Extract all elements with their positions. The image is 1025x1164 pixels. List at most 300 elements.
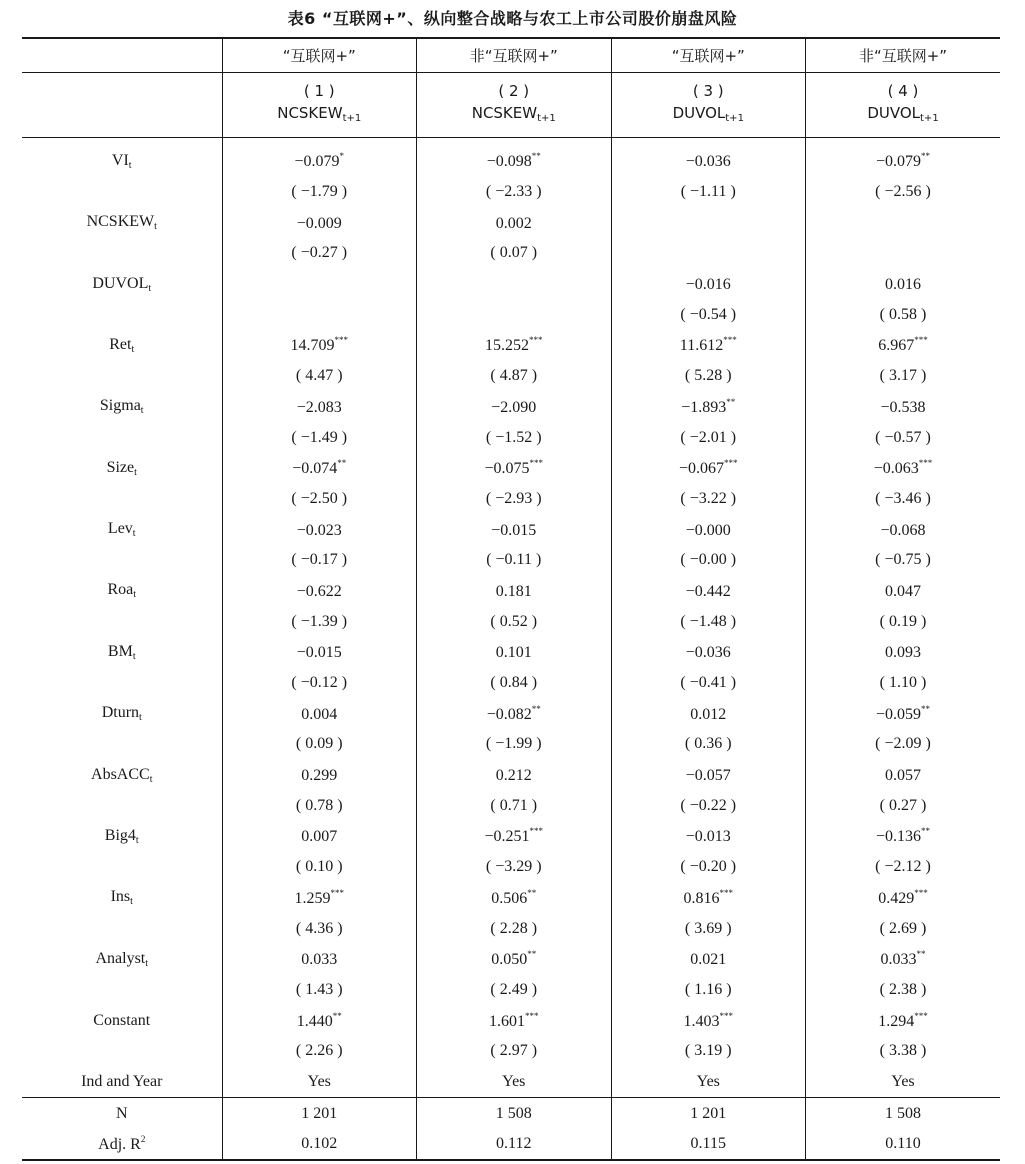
t-statistic-cell: ( −0.12 ) <box>222 668 417 699</box>
significance-stars: ** <box>337 458 347 469</box>
t-statistic-cell: ( −0.00 ) <box>611 545 806 576</box>
variable-name: Constant <box>93 1011 151 1029</box>
variable-subscript: t <box>130 896 133 908</box>
coefficient-cell <box>611 698 806 729</box>
coefficient-cell <box>611 576 806 607</box>
variable-name: Sigma <box>99 397 141 415</box>
significance-stars: *** <box>914 335 928 346</box>
dependent-variable: $DUVOL_{t+1}$ <box>867 104 939 124</box>
corner-cell <box>22 38 222 73</box>
coefficient-value: 0.021 <box>690 951 727 969</box>
significance-stars: ** <box>921 826 931 837</box>
group-header-row <box>22 38 1000 73</box>
fixed-effects-cell: Yes <box>806 1067 1001 1098</box>
coefficient-cell <box>417 637 612 668</box>
significance-stars: *** <box>723 335 737 346</box>
t-statistic-cell: ( 2.69 ) <box>806 913 1001 944</box>
variable-subscript: t <box>148 282 152 294</box>
coefficient-cell <box>222 1005 417 1036</box>
coefficient-cell <box>222 146 417 177</box>
coefficient-cell <box>806 453 1001 484</box>
variable-label <box>22 1005 222 1036</box>
variable-subscript: t <box>132 528 136 540</box>
coefficient-cell <box>417 392 612 423</box>
significance-stars: ** <box>527 887 537 898</box>
model-header <box>417 73 612 138</box>
table-header <box>22 38 1000 138</box>
empty-label <box>22 545 222 576</box>
t-statistic-row <box>22 484 1000 515</box>
coefficient-cell <box>417 821 612 852</box>
significance-stars: ** <box>921 703 931 714</box>
coefficient-cell <box>222 637 417 668</box>
coefficient-value: −0.009 <box>296 214 342 232</box>
variable-name: AbsACC <box>91 765 150 783</box>
significance-stars: *** <box>914 1010 928 1021</box>
dependent-variable: $DUVOL_{t+1}$ <box>672 104 744 124</box>
significance-stars: *** <box>529 458 544 469</box>
coefficient-cell <box>806 944 1001 975</box>
coefficient-cell <box>417 760 612 791</box>
coefficient-value: 1.403 <box>683 1012 720 1030</box>
coefficient-cell <box>611 207 806 238</box>
t-statistic-cell: ( −0.54 ) <box>611 299 806 330</box>
t-statistic-cell: ( −1.52 ) <box>417 422 612 453</box>
empty-label <box>22 1036 222 1067</box>
dependent-variable: $NCSKEW_{t+1}$ <box>471 104 556 124</box>
t-statistic-row <box>22 668 1000 699</box>
adj-r2-cell: 0.102 <box>222 1129 417 1161</box>
coefficient-value: 1.259 <box>294 889 331 907</box>
coefficient-cell <box>611 821 806 852</box>
coefficient-cell <box>222 207 417 238</box>
empty-label <box>22 913 222 944</box>
significance-stars: ** <box>531 151 541 162</box>
t-statistic-row <box>22 913 1000 944</box>
variable-label <box>22 207 222 238</box>
variable-name: Size <box>106 458 135 476</box>
model-header <box>611 73 806 138</box>
variable-name: Lev <box>107 520 133 538</box>
coefficient-cell <box>417 330 612 361</box>
coefficient-value: −0.074 <box>292 460 338 478</box>
group-header: “互联网+” <box>222 38 417 73</box>
t-statistic-cell: ( 1.16 ) <box>611 975 806 1006</box>
coefficient-value: −2.090 <box>491 398 537 416</box>
coefficient-cell <box>806 1005 1001 1036</box>
coefficient-value: −0.622 <box>296 582 342 600</box>
variable-label <box>22 944 222 975</box>
coefficient-value: −0.016 <box>685 276 731 294</box>
empty-label <box>22 668 222 699</box>
t-statistic-cell: ( 0.09 ) <box>222 729 417 760</box>
variable-label <box>22 698 222 729</box>
coefficient-value: −0.442 <box>685 582 731 600</box>
adj-r2-text: Adj. R <box>98 1136 141 1154</box>
t-statistic-cell: ( −1.11 ) <box>611 177 806 208</box>
coefficient-value: 0.429 <box>878 889 915 907</box>
coefficient-cell <box>417 944 612 975</box>
empty-label <box>22 177 222 208</box>
variable-subscript: t <box>133 589 137 601</box>
coefficient-cell <box>222 576 417 607</box>
t-statistic-cell: ( 2.26 ) <box>222 1036 417 1067</box>
t-statistic-cell: ( −2.01 ) <box>611 422 806 453</box>
coefficient-cell <box>417 698 612 729</box>
model-header <box>222 73 417 138</box>
significance-stars: *** <box>724 458 738 469</box>
t-statistic-cell: ( 5.28 ) <box>611 361 806 392</box>
coefficient-value: 0.050 <box>491 951 528 969</box>
variable-name: Roa <box>107 581 134 599</box>
coefficient-value: 0.816 <box>683 889 720 907</box>
coefficient-value: 0.047 <box>885 582 921 600</box>
significance-stars: *** <box>918 458 933 469</box>
variable-name: Analyst <box>95 949 146 967</box>
coefficient-value: 11.612 <box>679 337 724 355</box>
t-statistic-cell: ( −1.49 ) <box>222 422 417 453</box>
significance-stars: ** <box>527 949 537 960</box>
coefficient-cell <box>222 269 417 300</box>
t-statistic-cell: ( −1.99 ) <box>417 729 612 760</box>
t-statistic-cell: ( 1.43 ) <box>222 975 417 1006</box>
t-statistic-cell: ( 0.52 ) <box>417 606 612 637</box>
coefficient-cell <box>222 392 417 423</box>
coefficient-value: −0.251 <box>484 828 530 846</box>
coefficient-cell <box>222 760 417 791</box>
significance-stars: *** <box>914 887 928 898</box>
coefficient-cell <box>417 146 612 177</box>
coefficient-value: 15.252 <box>485 337 529 355</box>
t-statistic-cell: ( 0.36 ) <box>611 729 806 760</box>
significance-stars: *** <box>529 826 544 837</box>
coefficient-cell <box>806 637 1001 668</box>
t-statistic-row <box>22 975 1000 1006</box>
observations-row <box>22 1098 1000 1129</box>
t-statistic-cell: ( 3.38 ) <box>806 1036 1001 1067</box>
coefficient-value: 1.601 <box>489 1012 525 1030</box>
model-header <box>806 73 1001 138</box>
coefficient-value: −2.083 <box>296 398 342 416</box>
t-statistic-cell: ( 2.38 ) <box>806 975 1001 1006</box>
coefficient-value: −0.036 <box>685 153 731 171</box>
coefficient-cell <box>806 207 1001 238</box>
t-statistic-cell: ( −2.09 ) <box>806 729 1001 760</box>
t-statistic-cell: ( −1.39 ) <box>222 606 417 637</box>
coefficient-row <box>22 821 1000 852</box>
coefficient-cell <box>417 883 612 914</box>
coefficient-cell <box>611 637 806 668</box>
t-statistic-cell: ( 4.36 ) <box>222 913 417 944</box>
coefficient-cell <box>806 760 1001 791</box>
t-statistic-row <box>22 422 1000 453</box>
coefficient-value: 0.093 <box>885 644 921 662</box>
variable-label <box>22 453 222 484</box>
coefficient-value: −0.015 <box>296 644 342 662</box>
coefficient-value: 0.506 <box>491 889 528 907</box>
coefficient-cell <box>222 821 417 852</box>
corner-cell <box>22 73 222 138</box>
coefficient-value: 0.004 <box>301 705 338 723</box>
model-number: ( 4 ) <box>887 82 919 100</box>
variable-subscript: t <box>139 712 142 724</box>
coefficient-cell <box>611 944 806 975</box>
t-statistic-cell: ( 0.10 ) <box>222 852 417 883</box>
significance-stars: ** <box>921 151 931 162</box>
coefficient-cell <box>611 514 806 545</box>
t-statistic-cell: ( 2.49 ) <box>417 975 612 1006</box>
t-statistic-cell: ( −0.57 ) <box>806 422 1001 453</box>
t-statistic-cell: ( 3.17 ) <box>806 361 1001 392</box>
coefficient-cell <box>222 514 417 545</box>
empty-label <box>22 299 222 330</box>
t-statistic-cell: ( −3.29 ) <box>417 852 612 883</box>
t-statistic-row <box>22 1036 1000 1067</box>
group-header: 非“互联网+” <box>806 38 1001 73</box>
t-statistic-cell <box>417 299 612 330</box>
empty-label <box>22 729 222 760</box>
coefficient-value: 0.299 <box>301 767 338 785</box>
t-statistic-cell: ( −0.27 ) <box>222 238 417 269</box>
coefficient-value: −1.893 <box>681 398 727 416</box>
significance-stars: ** <box>531 703 541 714</box>
regression-table <box>22 37 1000 1161</box>
coefficient-cell <box>806 514 1001 545</box>
coefficient-cell <box>806 698 1001 729</box>
coefficient-value: −0.013 <box>685 828 731 846</box>
model-number: ( 2 ) <box>498 82 530 100</box>
coefficient-value: −0.079 <box>294 153 340 171</box>
significance-stars: *** <box>719 1010 733 1021</box>
adj-r2-cell: 0.112 <box>417 1129 612 1161</box>
coefficient-row <box>22 760 1000 791</box>
coefficient-value: 0.101 <box>495 644 532 662</box>
coefficient-value: 0.012 <box>690 705 727 723</box>
coefficient-cell <box>417 207 612 238</box>
coefficient-row <box>22 944 1000 975</box>
coefficient-value: −0.075 <box>484 460 530 478</box>
t-statistic-cell: ( 0.58 ) <box>806 299 1001 330</box>
t-statistic-row <box>22 729 1000 760</box>
variable-name: VI <box>111 151 129 169</box>
coefficient-cell <box>222 453 417 484</box>
variable-subscript: t <box>131 343 135 355</box>
coefficient-value: 0.016 <box>885 276 921 294</box>
coefficient-row <box>22 637 1000 668</box>
coefficient-value: −0.068 <box>880 521 926 539</box>
significance-stars: *** <box>525 1010 539 1021</box>
coefficient-value: −0.023 <box>296 521 342 539</box>
spacer-row <box>22 138 1000 147</box>
variable-name: Big4 <box>104 826 136 844</box>
coefficient-cell <box>806 821 1001 852</box>
variable-name: BM <box>107 642 133 660</box>
t-statistic-cell: ( 0.71 ) <box>417 790 612 821</box>
variable-subscript: t <box>128 159 132 171</box>
variable-label <box>22 637 222 668</box>
variable-name: DUVOL <box>92 274 149 292</box>
t-statistic-cell: ( −1.48 ) <box>611 606 806 637</box>
coefficient-value: 0.057 <box>885 767 921 785</box>
t-statistic-cell <box>806 238 1001 269</box>
t-statistic-cell: ( −0.75 ) <box>806 545 1001 576</box>
table-title: 表6 “互联网+”、纵向整合战略与农工上市公司股价崩盘风险 <box>287 9 738 28</box>
group-header: 非“互联网+” <box>417 38 612 73</box>
coefficient-value: 0.007 <box>301 828 338 846</box>
observations-cell: 1 508 <box>806 1098 1001 1129</box>
t-statistic-cell: ( 2.28 ) <box>417 913 612 944</box>
coefficient-value: −0.082 <box>486 705 532 723</box>
coefficient-cell <box>611 453 806 484</box>
fixed-effects-cell: Yes <box>417 1067 612 1098</box>
t-statistic-row <box>22 545 1000 576</box>
adj-r2-cell: 0.110 <box>806 1129 1001 1161</box>
coefficient-value: 14.709 <box>290 337 335 355</box>
t-statistic-cell: ( 4.87 ) <box>417 361 612 392</box>
significance-stars: ** <box>916 949 926 960</box>
t-statistic-cell: ( 1.10 ) <box>806 668 1001 699</box>
coefficient-value: −0.057 <box>685 767 731 785</box>
coefficient-value: −0.036 <box>685 644 731 662</box>
t-statistic-cell: ( 0.19 ) <box>806 606 1001 637</box>
empty-label <box>22 606 222 637</box>
coefficient-cell <box>806 883 1001 914</box>
significance-stars: *** <box>529 335 543 346</box>
coefficient-value: −0.067 <box>678 460 725 478</box>
coefficient-cell <box>417 453 612 484</box>
variable-label <box>22 883 222 914</box>
coefficient-value: 0.033 <box>301 951 338 969</box>
t-statistic-cell: ( 0.84 ) <box>417 668 612 699</box>
coefficient-row <box>22 330 1000 361</box>
coefficient-value: −0.098 <box>486 153 532 171</box>
coefficient-row <box>22 514 1000 545</box>
coefficient-cell <box>611 330 806 361</box>
variable-label <box>22 576 222 607</box>
variable-label <box>22 760 222 791</box>
variable-subscript: t <box>135 834 139 846</box>
t-statistic-cell: ( −0.17 ) <box>222 545 417 576</box>
coefficient-value: 0.212 <box>495 767 532 785</box>
t-statistic-cell: ( −3.22 ) <box>611 484 806 515</box>
coefficient-value: 1.440 <box>296 1012 333 1030</box>
coefficient-value: −0.063 <box>873 460 919 478</box>
fixed-effects-cell: Yes <box>611 1067 806 1098</box>
variable-subscript: t <box>134 466 137 478</box>
coefficient-cell <box>222 698 417 729</box>
empty-label <box>22 852 222 883</box>
coefficient-row <box>22 698 1000 729</box>
coefficient-row <box>22 392 1000 423</box>
observations-cell: 1 201 <box>611 1098 806 1129</box>
t-statistic-cell: ( 0.07 ) <box>417 238 612 269</box>
empty-label <box>22 361 222 392</box>
coefficient-value: −0.059 <box>875 705 922 723</box>
coefficient-cell <box>222 330 417 361</box>
t-statistic-cell: ( 2.97 ) <box>417 1036 612 1067</box>
coefficient-cell <box>417 514 612 545</box>
t-statistic-cell: ( 0.78 ) <box>222 790 417 821</box>
adj-r2-cell: 0.115 <box>611 1129 806 1161</box>
t-statistic-cell: ( 0.27 ) <box>806 790 1001 821</box>
variable-label <box>22 392 222 423</box>
coefficient-value: 0.002 <box>495 214 532 232</box>
coefficient-cell <box>611 392 806 423</box>
empty-label <box>22 422 222 453</box>
coefficient-row <box>22 146 1000 177</box>
t-statistic-cell: ( 4.47 ) <box>222 361 417 392</box>
coefficient-cell <box>806 392 1001 423</box>
t-statistic-row <box>22 361 1000 392</box>
observations-cell: 1 508 <box>417 1098 612 1129</box>
coefficient-cell <box>806 146 1001 177</box>
coefficient-cell <box>417 269 612 300</box>
coefficient-row <box>22 207 1000 238</box>
coefficient-cell <box>611 760 806 791</box>
coefficient-value: −0.015 <box>491 521 537 539</box>
variable-subscript: t <box>145 957 149 969</box>
coefficient-value: −0.538 <box>880 398 926 416</box>
group-header: “互联网+” <box>611 38 806 73</box>
empty-label <box>22 484 222 515</box>
significance-stars: *** <box>330 887 344 898</box>
t-statistic-row <box>22 852 1000 883</box>
t-statistic-cell: ( −0.41 ) <box>611 668 806 699</box>
t-statistic-cell: ( −0.11 ) <box>417 545 612 576</box>
t-statistic-cell <box>222 299 417 330</box>
t-statistic-cell: ( −0.22 ) <box>611 790 806 821</box>
empty-label <box>22 790 222 821</box>
coefficient-row <box>22 453 1000 484</box>
fixed-effects-label: Ind and Year <box>81 1072 163 1090</box>
coefficient-cell <box>611 269 806 300</box>
variable-subscript: t <box>149 773 153 785</box>
empty-label <box>22 975 222 1006</box>
t-statistic-cell: ( −2.56 ) <box>806 177 1001 208</box>
variable-label <box>22 821 222 852</box>
t-statistic-cell: ( −2.93 ) <box>417 484 612 515</box>
t-statistic-cell: ( −3.46 ) <box>806 484 1001 515</box>
coefficient-row <box>22 883 1000 914</box>
variable-label <box>22 514 222 545</box>
coefficient-value: −0.079 <box>875 153 922 171</box>
significance-stars: *** <box>719 887 733 898</box>
variable-subscript: t <box>154 221 157 233</box>
coefficient-cell <box>611 1005 806 1036</box>
model-number: ( 3 ) <box>692 82 724 100</box>
variable-label <box>22 269 222 300</box>
variable-label <box>22 330 222 361</box>
coefficient-cell <box>417 1005 612 1036</box>
coefficient-value: −0.000 <box>685 521 731 539</box>
fixed-effects-row <box>22 1067 1000 1098</box>
t-statistic-cell: ( −2.33 ) <box>417 177 612 208</box>
t-statistic-cell: ( −2.50 ) <box>222 484 417 515</box>
t-statistic-cell <box>611 238 806 269</box>
coefficient-cell <box>806 269 1001 300</box>
significance-stars: ** <box>332 1010 342 1021</box>
table-body <box>22 138 1000 1161</box>
variable-label <box>22 146 222 177</box>
fixed-effects-cell: Yes <box>222 1067 417 1098</box>
significance-stars: * <box>339 151 345 162</box>
adj-r2-row <box>22 1129 1000 1161</box>
adj-r2-superscript: 2 <box>140 1134 146 1145</box>
coefficient-cell <box>806 576 1001 607</box>
model-number: ( 1 ) <box>303 82 335 100</box>
variable-name: Dturn <box>101 704 140 722</box>
observations-label: N <box>22 1098 222 1129</box>
